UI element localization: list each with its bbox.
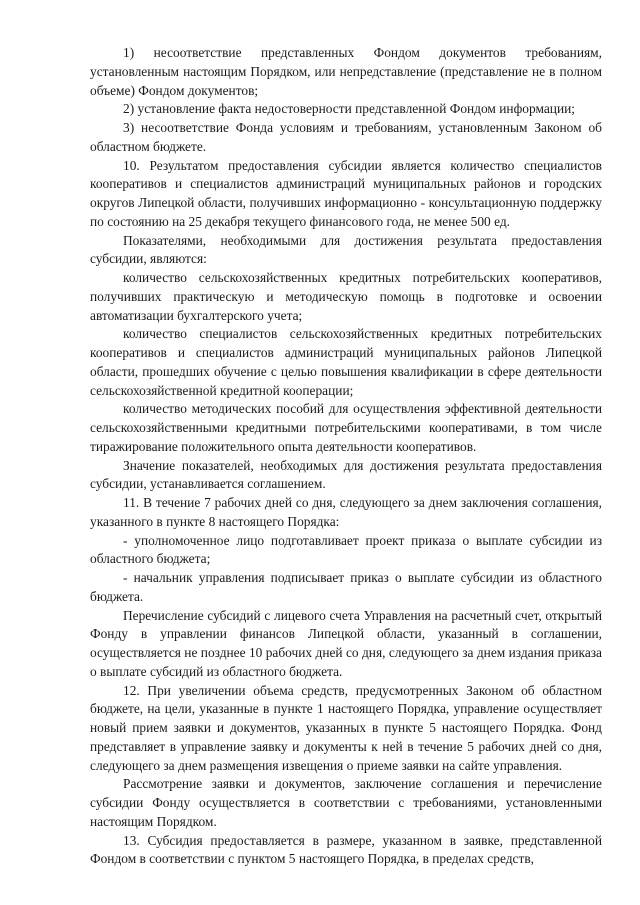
paragraph-clause-11-item-2: - начальник управления подписывает приказ о выплате субсидии из областного бюджета. <box>90 570 602 604</box>
paragraph-condition-3: 3) несоответствие Фонда условиям и требованиям, установленным Законом об областном бюджете. <box>90 120 602 154</box>
paragraph-condition-2: 2) установление факта недостоверности представленной Фондом информации; <box>123 101 575 117</box>
paragraph-indicators-intro: Показателями, необходимыми для достижения результата предоставления субсидии, являются: <box>90 232 602 267</box>
paragraph-clause-12: 12. При увеличении объема средств, предусмотренных Законом об областном бюджете, на цели, указанные в пункте 1 настоящего Порядка, управление осуществляет новый прием заявки и документов, указанных в пункте 5 настоящего Порядка. Фонд представляет в управление заявку и документы к ней в течение 5 рабочих дней со дня, следующего за днем размещения извещения о приеме заявки на сайте управления. <box>90 682 602 773</box>
paragraph-clause-10: 10. Результатом предоставления субсидии является количество специалистов кооперативов и специалистов администраций муниципальных районов и городских округов Липецкой области, получивших информационно - консультационную поддержку по состоянию на 25 декабря текущего финансового года, не менее 500 ед. <box>90 157 602 229</box>
paragraph-indicator-values: Значение показателей, необходимых для достижения результата предоставления субсидии, устанавливается соглашением. <box>90 457 602 492</box>
paragraph-clause-13: 13. Субсидия предоставляется в размере, указанном в заявке, представленной Фондом в соответствии с пунктом 5 настоящего Порядка, в пределах средств, <box>90 832 602 867</box>
paragraph-review: Рассмотрение заявки и документов, заключение соглашения и перечисление субсидии Фонду осуществляется в соответствии с требованиями, установленными настоящим Порядком. <box>90 776 602 829</box>
paragraph-indicator-manuals: количество методических пособий для осуществления эффективной деятельности сельскохозяйственными кредитными потребительскими кооперативами, в том числе тиражирование положительного опыта деятельности кооперативов. <box>90 401 602 454</box>
paragraph-indicator-specialists: количество специалистов сельскохозяйственных кредитных потребительских кооперативов и специалистов администраций муниципальных районов Липецкой области, прошедших обучение с целью повышения квалификации в сфере деятельности сельскохозяйственной кредитной кооперации; <box>90 326 602 398</box>
paragraph-transfer: Перечисление субсидий с лицевого счета Управления на расчетный счет, открытый Фонду в управлении финансов Липецкой области, указанный в соглашении, осуществляется не позднее 10 рабочих дней со дня, следующего за днем издания приказа о выплате субсидий из областного бюджета. <box>90 607 602 679</box>
paragraph-indicator-cooperatives: количество сельскохозяйственных кредитных потребительских кооперативов, получивших практическую и методическую помощь в подготовке и освоении автоматизации бухгалтерского учета; <box>90 270 602 323</box>
paragraph-condition-1: 1) несоответствие представленных Фондом документов требованиям, установленным настоящим Порядком, или непредставление (представление не в полном объеме) Фондом документов; <box>90 45 602 98</box>
paragraph-clause-11-item-1: - уполномоченное лицо подготавливает проект приказа о выплате субсидии из областного бюджета; <box>90 532 602 567</box>
document-page <box>90 44 602 869</box>
paragraph-clause-11: 11. В течение 7 рабочих дней со дня, следующего за днем заключения соглашения, указанного в пункте 8 настоящего Порядка: <box>90 495 602 529</box>
